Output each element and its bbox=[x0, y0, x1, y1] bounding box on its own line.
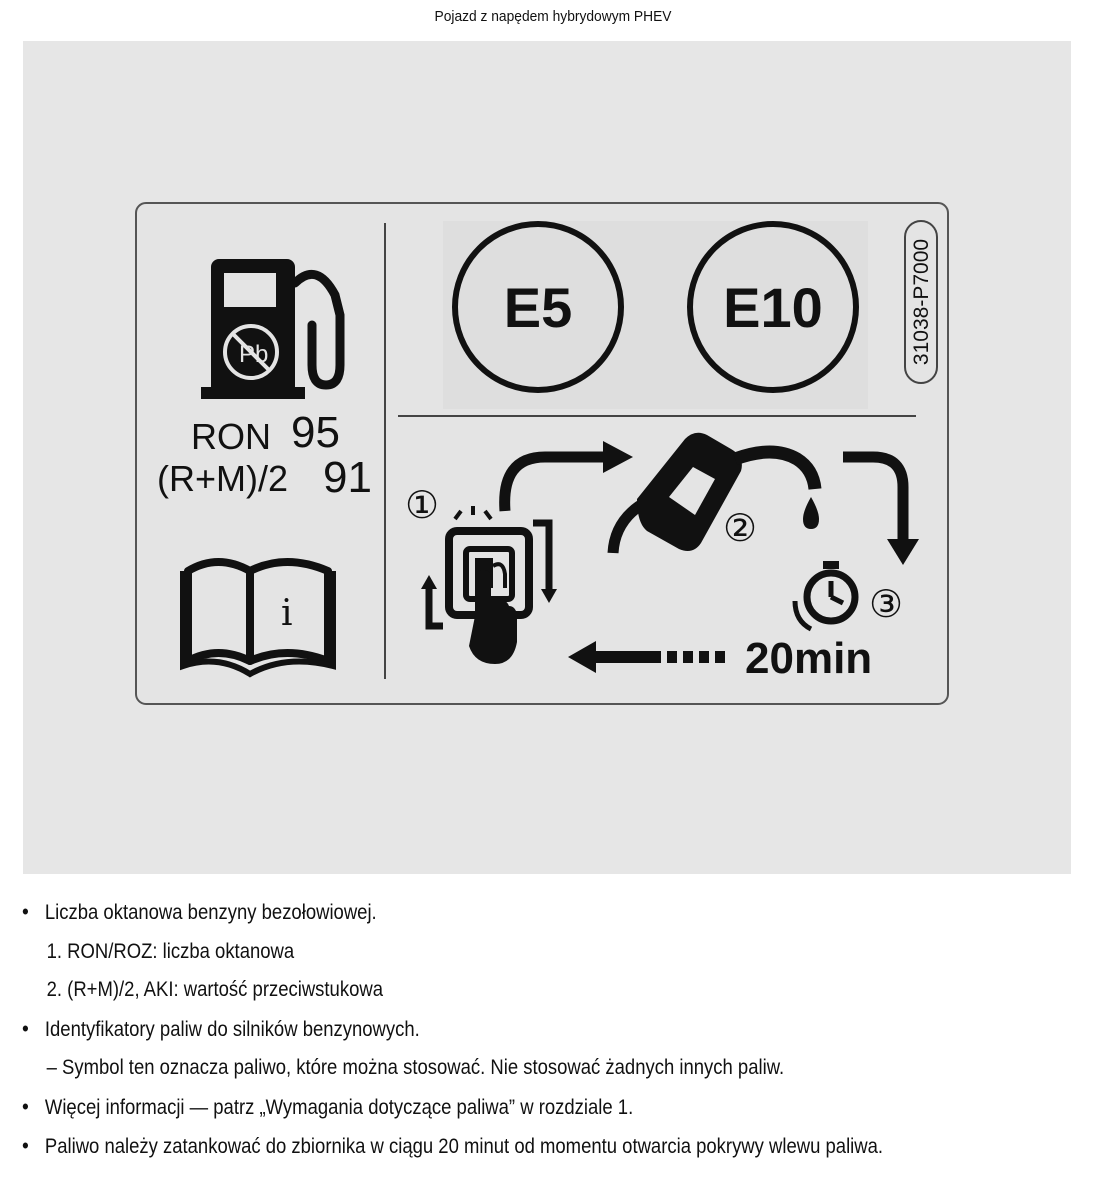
list-item: • Paliwo należy zatankować do zbiornika w ciągu 20 minut od momentu otwarcia pokrywy wlewu paliwa. bbox=[22, 1127, 964, 1167]
pb-symbol: Pb bbox=[239, 341, 269, 368]
ron-value: 95 bbox=[291, 408, 340, 457]
bullet: • bbox=[22, 1015, 29, 1041]
bullet: • bbox=[22, 1133, 29, 1158]
ron-label: RON bbox=[191, 416, 271, 457]
bullet: • bbox=[22, 1093, 29, 1119]
step-1-marker: ① bbox=[405, 485, 440, 527]
rm-label: (R+M)/2 bbox=[157, 458, 289, 499]
figure-caption: Pojazd z napędem hybrydowym PHEV bbox=[434, 8, 672, 25]
fuel-id-e10: E10 bbox=[723, 276, 823, 339]
notes-list bbox=[22, 893, 1092, 1167]
rm-value: 91 bbox=[323, 453, 372, 502]
part-code: 31038-P7000 bbox=[910, 238, 933, 366]
fuel-label-illustration bbox=[23, 41, 1071, 874]
list-item: – Symbol ten oznacza paliwo, które można stosować. Nie stosować żadnych innych paliw. bbox=[46, 1056, 785, 1079]
step-3-marker: ③ bbox=[869, 584, 904, 626]
list-item: 2. (R+M)/2, AKI: wartość przeciwstukowa bbox=[46, 978, 383, 1001]
time-limit: 20min bbox=[745, 634, 873, 683]
fuel-label-figure bbox=[23, 41, 1071, 874]
list-item: • Liczba oktanowa benzyny bezołowiowej. bbox=[22, 893, 964, 933]
list-item: • Więcej informacji — patrz „Wymagania dotyczące paliwa” w rozdziale 1. bbox=[22, 1088, 964, 1128]
list-item: 1. RON/ROZ: liczba oktanowa bbox=[46, 939, 295, 963]
info-letter: i bbox=[281, 593, 293, 634]
step-2-marker: ② bbox=[723, 508, 758, 550]
bullet: • bbox=[22, 899, 29, 924]
list-item: • Identyfikatory paliw do silników benzynowych. bbox=[22, 1010, 964, 1050]
fuel-id-e5: E5 bbox=[503, 276, 573, 339]
